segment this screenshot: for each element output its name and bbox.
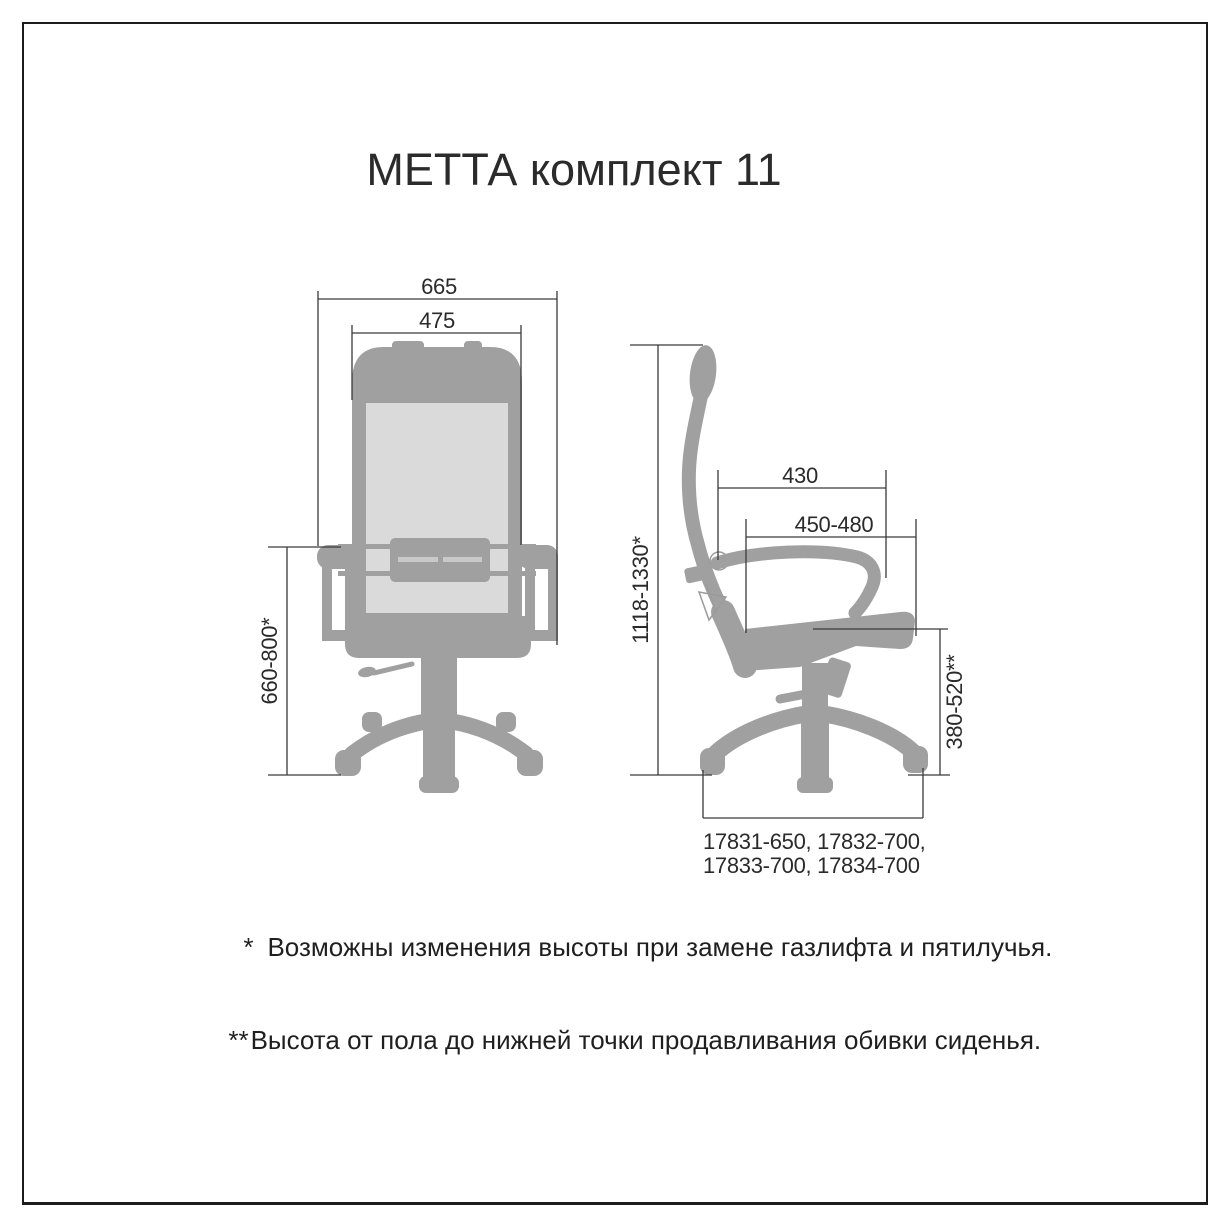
side-base-leg-rear bbox=[716, 714, 806, 753]
side-base-leg-center bbox=[801, 718, 829, 782]
front-lumbar-slot-left bbox=[398, 557, 438, 562]
dim-label-armrest-height: 660-800* bbox=[257, 617, 282, 705]
side-backrest-frame-lower bbox=[723, 612, 745, 666]
dim-label-seat-depth: 450-480 bbox=[794, 512, 874, 537]
footnotes bbox=[185, 901, 1052, 1087]
base-models-line-1: 17831-650, 17832-700, bbox=[703, 829, 926, 854]
footnote-text: Высота от пола до нижней точки продавливания обивки сиденья. bbox=[250, 1025, 1042, 1055]
side-view-chair bbox=[684, 344, 928, 793]
side-caster-rear bbox=[700, 748, 725, 775]
footnote-seat-height bbox=[185, 994, 1052, 1087]
footnote-marker: * bbox=[243, 932, 254, 962]
side-armrest bbox=[717, 552, 874, 613]
dim-label-armrest-depth: 430 bbox=[782, 463, 818, 488]
side-tension-knob bbox=[684, 565, 705, 583]
side-caster-front bbox=[903, 746, 928, 773]
side-view-dimensions bbox=[628, 345, 967, 878]
front-lever-tip bbox=[357, 665, 377, 679]
side-base-leg-front bbox=[824, 714, 912, 751]
dim-label-backrest-width: 475 bbox=[419, 308, 455, 333]
front-caster-center bbox=[419, 776, 459, 793]
front-armrest-pad-left bbox=[317, 545, 357, 569]
side-caster-center bbox=[797, 777, 833, 793]
front-armrest-pad-right bbox=[518, 545, 558, 569]
front-seat bbox=[345, 616, 531, 658]
front-view-chair bbox=[317, 341, 558, 793]
footnote-gas-lift bbox=[185, 901, 1052, 994]
dim-label-seat-height: 380-520** bbox=[942, 654, 967, 750]
front-adjust-lever bbox=[374, 664, 412, 673]
footnote-marker: ** bbox=[228, 1025, 249, 1055]
front-base-leg-center bbox=[423, 720, 455, 782]
front-armrest-support-left bbox=[322, 557, 332, 641]
base-models-line-2: 17833-700, 17834-700 bbox=[703, 853, 920, 878]
front-lumbar-slot-right bbox=[443, 557, 482, 562]
dim-label-overall-width: 665 bbox=[421, 274, 457, 299]
front-caster-left bbox=[335, 750, 361, 776]
dim-label-total-height: 1118-1330* bbox=[628, 536, 653, 644]
page-title: МЕТТА комплект 11 bbox=[366, 144, 782, 195]
front-caster-right bbox=[517, 750, 543, 776]
footnote-text: Возможны изменения высоты при замене газлифта и пятилучья. bbox=[267, 932, 1053, 962]
